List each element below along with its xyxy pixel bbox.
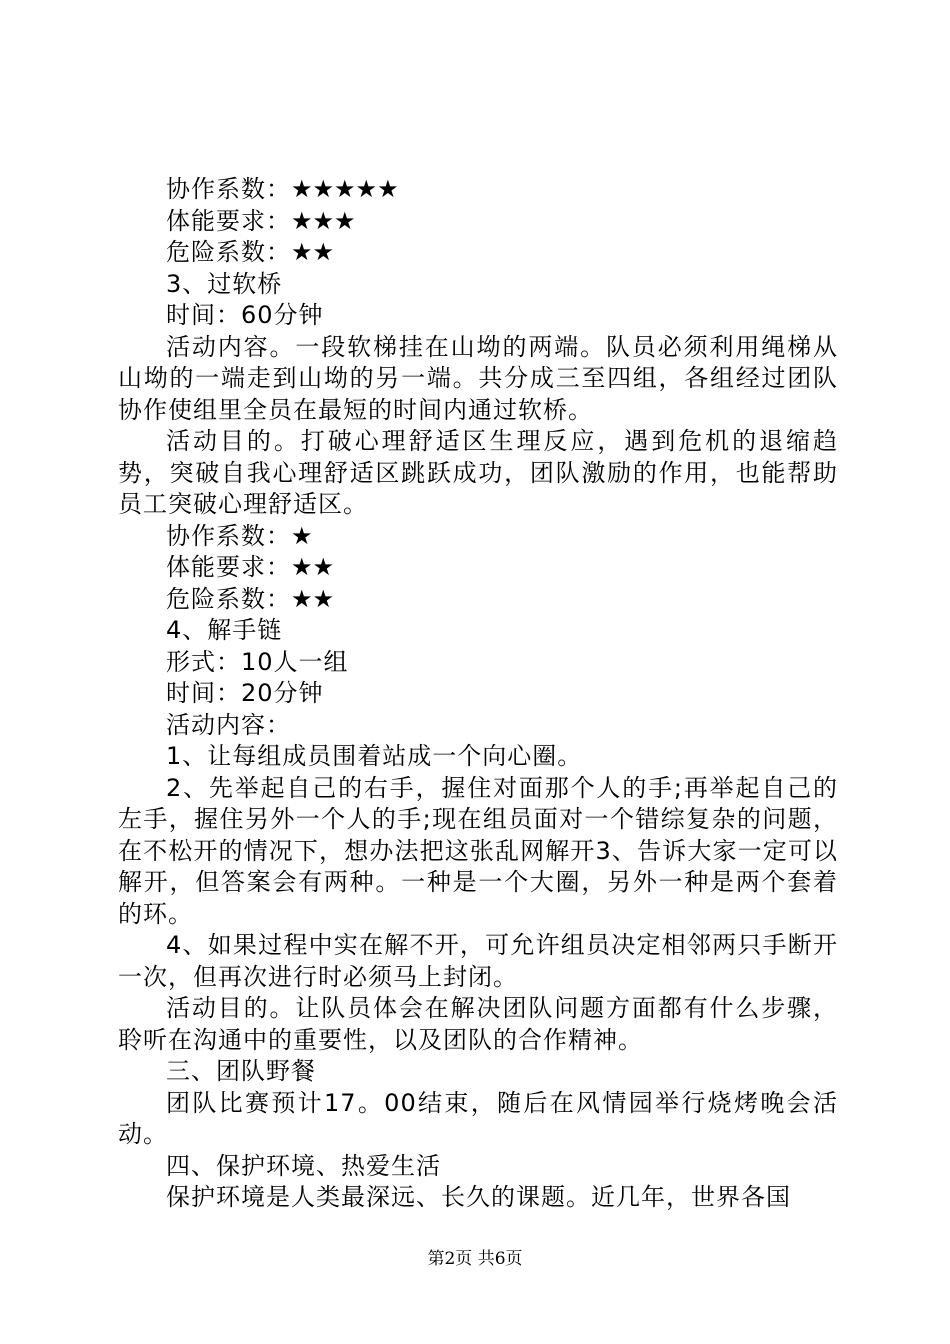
section-heading: 四、保护环境、热爱生活	[166, 1151, 441, 1180]
paragraph: 团队比赛预计17。00结束，随后在风情园举行烧烤晚会活动。	[118, 1088, 838, 1148]
star-rating: ★	[291, 521, 313, 550]
star-rating: ★★	[291, 553, 335, 581]
paragraph: 活动目的。打破心理舒适区生理反应，遇到危机的退缩趋势，突破自我心理舒适区跳跃成功，团队激励的作用，也能帮助员工突破心理舒适区。	[118, 427, 838, 518]
rating-label: 协作系数：	[166, 521, 291, 550]
star-rating: ★★★	[291, 206, 356, 235]
paragraph: 保护环境是人类最深远、长久的课题。近几年，世界各国	[166, 1183, 791, 1211]
paragraph: 时间：20分钟	[166, 679, 324, 707]
rating-line	[118, 552, 838, 584]
rating-label: 危险系数：	[166, 584, 291, 613]
section-heading: 3、过软桥	[166, 269, 283, 298]
rating-line	[118, 206, 838, 238]
body-text	[118, 174, 838, 1214]
rating-line	[118, 237, 838, 269]
section-heading: 4、解手链	[166, 616, 283, 644]
rating-label: 体能要求：	[166, 206, 291, 235]
rating-label: 协作系数：	[166, 175, 291, 203]
section-heading: 三、团队野餐	[166, 1057, 316, 1085]
star-rating: ★★★★★	[291, 175, 399, 203]
star-rating: ★★	[291, 238, 335, 266]
paragraph: 时间：60分钟	[166, 301, 324, 329]
paragraph: 2、先举起自己的右手，握住对面那个人的手;再举起自己的左手，握住另外一个人的手;现在组员面对一个错综复杂的问题，在不松开的情况下，想办法把这张乱网解开3、告诉大家一定可以解开，但答案会有两种。一种是一个大圈，另外一种是两个套着的环。	[118, 773, 838, 928]
page-footer: 第2页 共6页	[427, 1249, 523, 1269]
rating-line	[118, 174, 838, 206]
paragraph: 1、让每组成员围着站成一个向心圈。	[166, 742, 583, 770]
paragraph: 4、如果过程中实在解不开，可允许组员决定相邻两只手断开一次，但再次进行时必须马上封闭。	[118, 931, 838, 991]
star-rating: ★★	[291, 584, 335, 613]
rating-label: 体能要求：	[166, 553, 291, 581]
rating-line	[118, 584, 838, 616]
paragraph: 活动内容。一段软梯挂在山坳的两端。队员必须利用绳梯从山坳的一端走到山坳的另一端。共分成三至四组，各组经过团队协作使组里全员在最短的时间内通过软桥。	[118, 332, 838, 424]
paragraph: 形式：10人一组	[166, 647, 349, 676]
rating-label: 危险系数：	[166, 238, 291, 266]
paragraph: 活动目的。让队员体会在解决团队问题方面都有什么步骤，聆听在沟通中的重要性，以及团队的合作精神。	[118, 994, 838, 1054]
paragraph: 活动内容：	[166, 710, 291, 739]
rating-line	[118, 521, 838, 553]
